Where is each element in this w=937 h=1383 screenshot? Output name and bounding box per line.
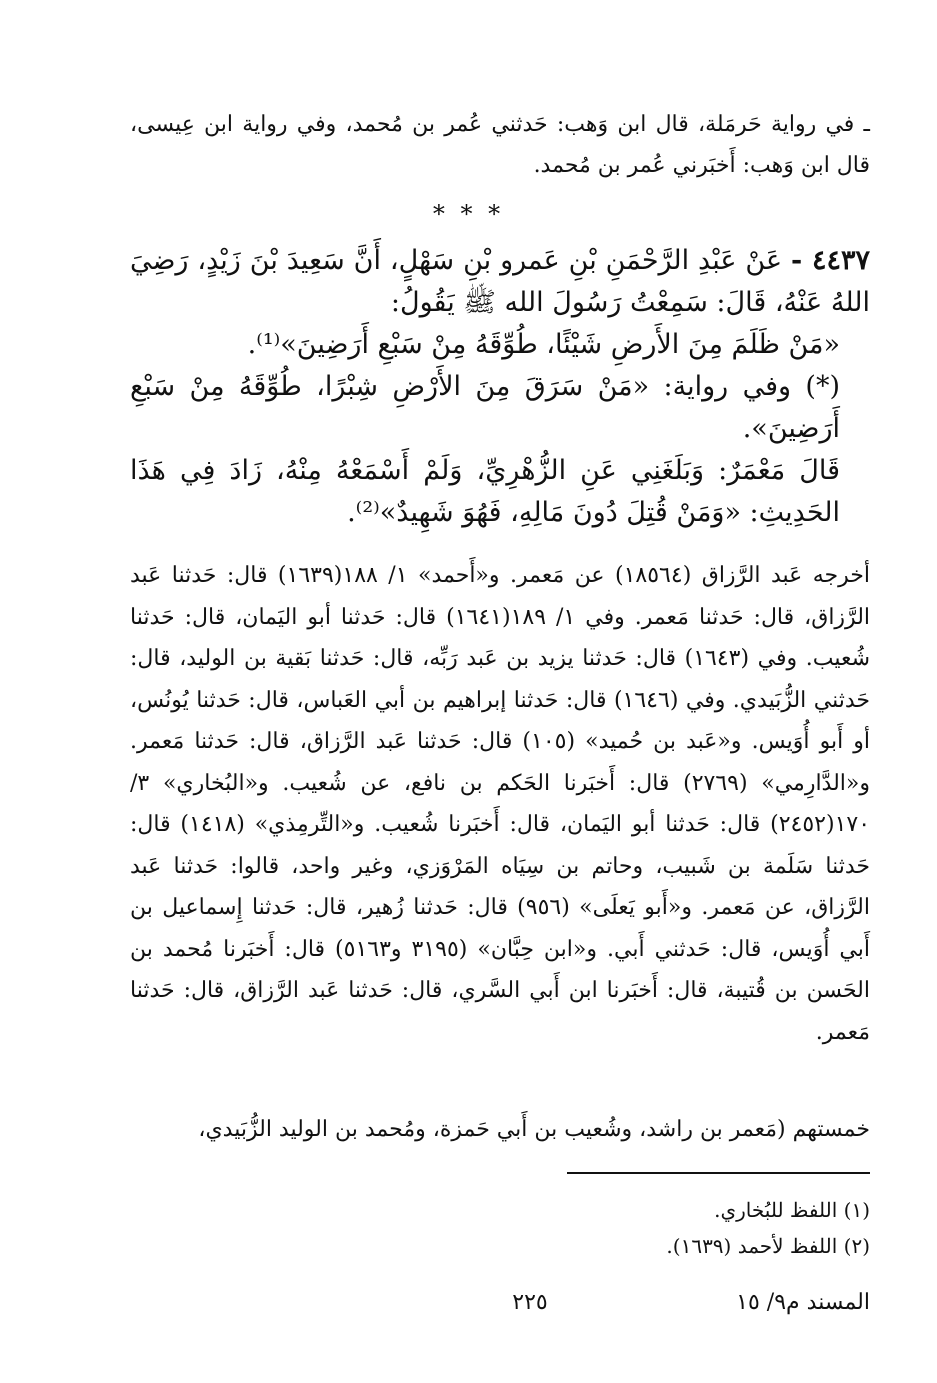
hadith-isnad-line <box>130 240 870 324</box>
takhrij-text: أخرجه عَبد الرَّزاق (١٨٥٦٤) عن مَعمر. و«أَحمد» ١/ ١٨٨(١٦٣٩) قال: حَدثنا عَبد الرَّزاق، قال: حَدثنا مَعمر. وفي ١/ ١٨٩(١٦٤١) قال: حَدثنا أبو اليَمان، قال: حَدثنا شُعيب. وفي (١٦٤٣) قال: حَدثنا يزيد بن عَبد رَبِّه، قال: حَدثنا بَقية بن الوليد، قال: حَدثني الزُّبَيدي. وفي (١٦٤٦) قال: حَدثنا إبراهيم بن أبي العَباس، قال: حَدثنا يُونُس، أو أَبو أُوَيس. و«عَبد بن حُميد» (١٠٥) قال: حَدثنا عَبد الرَّزاق، قال: حَدثنا مَعمر. و«الدَّارِمي» (٢٧٦٩) قال: أَخبَرنا الحَكم بن نافع، عن شُعيب. و«البُخاري» ٣/ ١٧٠(٢٤٥٢) قال: حَدثنا أبو اليَمان، قال: أَخبَرنا شُعيب. و«التِّرمِذي» (١٤١٨) قال: حَدثنا سَلَمة بن شَبيب، وحاتم بن سِيَاه المَرْوَزي، وغير واحد، قالوا: حَدثنا عَبد الرَّزاق، عن مَعمر. و«أَبو يَعلَى» (٩٥٦) قال: حَدثنا زُهير، قال: حَدثنا إِسماعيل بن أَبي أُوَيس، قال: حَدثني أَبي. و«ابن حِبَّان» (٣١٩٥ و٥١٦٣) قال: أَخبَرنا مُحمد بن الحَسن بن قُتيبة، قال: أَخبَرنا ابن أَبي السَّري، قال: حَدثنا عَبد الرَّزاق، قال: حَدثنا مَعمر. <box>130 563 871 1045</box>
section-separator: * * * <box>432 200 505 228</box>
footnote-divider <box>567 1172 870 1174</box>
hadith-mamar-addition: قَالَ مَعْمَرٌ: وَبَلَغَنِي عَنِ الزُّهْرِيِّ، وَلَمْ أَسْمَعْهُ مِنْهُ، زَادَ فِي هَذَا الحَدِيثِ: «وَمَنْ قُتِلَ دُونَ مَالِهِ، فَهُوَ شَهِيدٌ»⁽²⁾. <box>130 455 840 528</box>
page-footer <box>130 1290 870 1326</box>
hadith-matn: «مَنْ ظَلَمَ مِنَ الأَرضِ شَيْئًا، طُوِّقَهُ مِنْ سَبْعِ أَرَضِينَ»⁽¹⁾. <box>247 329 840 360</box>
khamsatuhum-paragraph: خمستهم (مَعمر بن راشد، وشُعيب بن أَبي حَمزة، ومُحمد بن الوليد الزُّبَيدي، <box>198 1117 870 1142</box>
intro-paragraph: ـ في رواية حَرمَلة، قال ابن وَهب: حَدثني عُمر بن مُحمد، وفي رواية ابن عِيسى، قال ابن وَهب: أَخبَرني عُمر بن مُحمد. <box>130 112 870 178</box>
footnote-item: (١) اللفظ للبُخاري. <box>714 1198 870 1222</box>
hadith-riwaya: (*) وفي رواية: «مَنْ سَرَقَ مِنَ الأَرْضِ شِبْرًا، طُوِّقَهُ مِنْ سَبْعِ أَرَضِينَ». <box>130 371 840 444</box>
footnote-item: (٢) اللفظ لأحمد (١٦٣٩). <box>666 1234 870 1258</box>
hadith-number: ٤٤٣٧ - <box>791 245 870 276</box>
takhrij-paragraph <box>130 555 870 1053</box>
page-number: ٢٢٥ <box>512 1290 548 1315</box>
hadith-block <box>130 240 870 534</box>
footnotes <box>130 1192 870 1264</box>
hadith-isnad: عَنْ عَبْدِ الرَّحْمَنِ بْنِ عَمرو بْنِ سَهْلٍ، أَنَّ سَعِيدَ بْنَ زَيْدٍ، رَضِيَ اللهُ عَنْهُ، قَالَ: سَمِعْتُ رَسُولَ الله ﷺ يَقُولُ: <box>130 245 870 318</box>
signature-mark: المسند م٩/ ١٥ <box>736 1290 870 1315</box>
